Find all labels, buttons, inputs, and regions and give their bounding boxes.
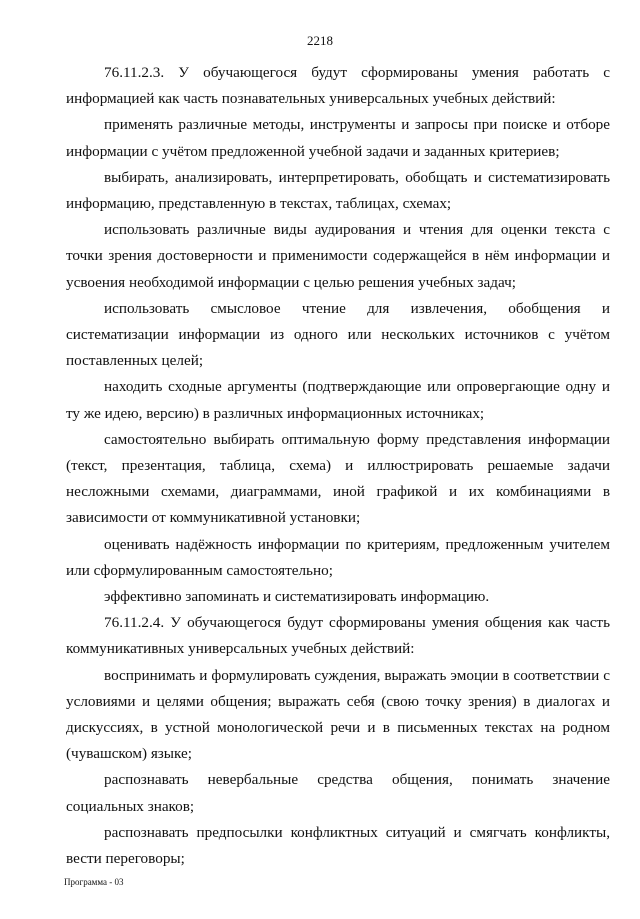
list-item: находить сходные аргументы (подтверждающие или опровергающие одну и ту же идею, версию) в различных информационных источниках; xyxy=(66,378,610,422)
document-body xyxy=(66,60,610,872)
list-item: оценивать надёжность информации по критериям, предложенным учителем или сформулированным самостоятельно; xyxy=(66,535,610,579)
list-item: самостоятельно выбирать оптимальную форму представления информации (текст, презентация, таблица, схема) и иллюстрировать решаемые задачи несложными схемами, диаграммами, иной графикой и их комбинациями в зависимости от коммуникативной установки; xyxy=(66,430,610,527)
section-heading-76-11-2-4: 76.11.2.4. У обучающегося будут сформированы умения общения как часть коммуникативных универсальных учебных действий: xyxy=(66,614,610,658)
page-number: 2218 xyxy=(307,33,333,48)
list-item: эффективно запоминать и систематизировать информацию. xyxy=(104,588,490,606)
list-item: распознавать предпосылки конфликтных ситуаций и смягчать конфликты, вести переговоры; xyxy=(66,823,610,868)
list-item: выбирать, анализировать, интерпретировать, обобщать и систематизировать информацию, представленную в текстах, таблицах, схемах; xyxy=(66,168,610,213)
list-item: воспринимать и формулировать суждения, выражать эмоции в соответствии с условиями и целями общения; выражать себя (свою точку зрения) в диалогах и дискуссиях, в устной монологической речи и в письменных текстах на родном (чувашском) языке; xyxy=(66,666,610,763)
list-item: использовать смысловое чтение для извлечения, обобщения и систематизации информации из одного или нескольких источников с учётом поставленных целей; xyxy=(66,299,610,370)
list-item: использовать различные виды аудирования и чтения для оценки текста с точки зрения достоверности и применимости содержащейся в нём информации и усвоения необходимой информации с целью решения учебных задач; xyxy=(66,221,610,291)
list-item: распознавать невербальные средства общения, понимать значение социальных знаков; xyxy=(66,771,610,815)
list-item: применять различные методы, инструменты и запросы при поиске и отборе информации с учётом предложенной учебной задачи и заданных критериев; xyxy=(66,116,610,160)
footer-program-label: Программа - 03 xyxy=(64,877,124,887)
section-heading-76-11-2-3: 76.11.2.3. У обучающегося будут сформированы умения работать с информацией как часть познавательных универсальных учебных действий: xyxy=(66,64,610,108)
